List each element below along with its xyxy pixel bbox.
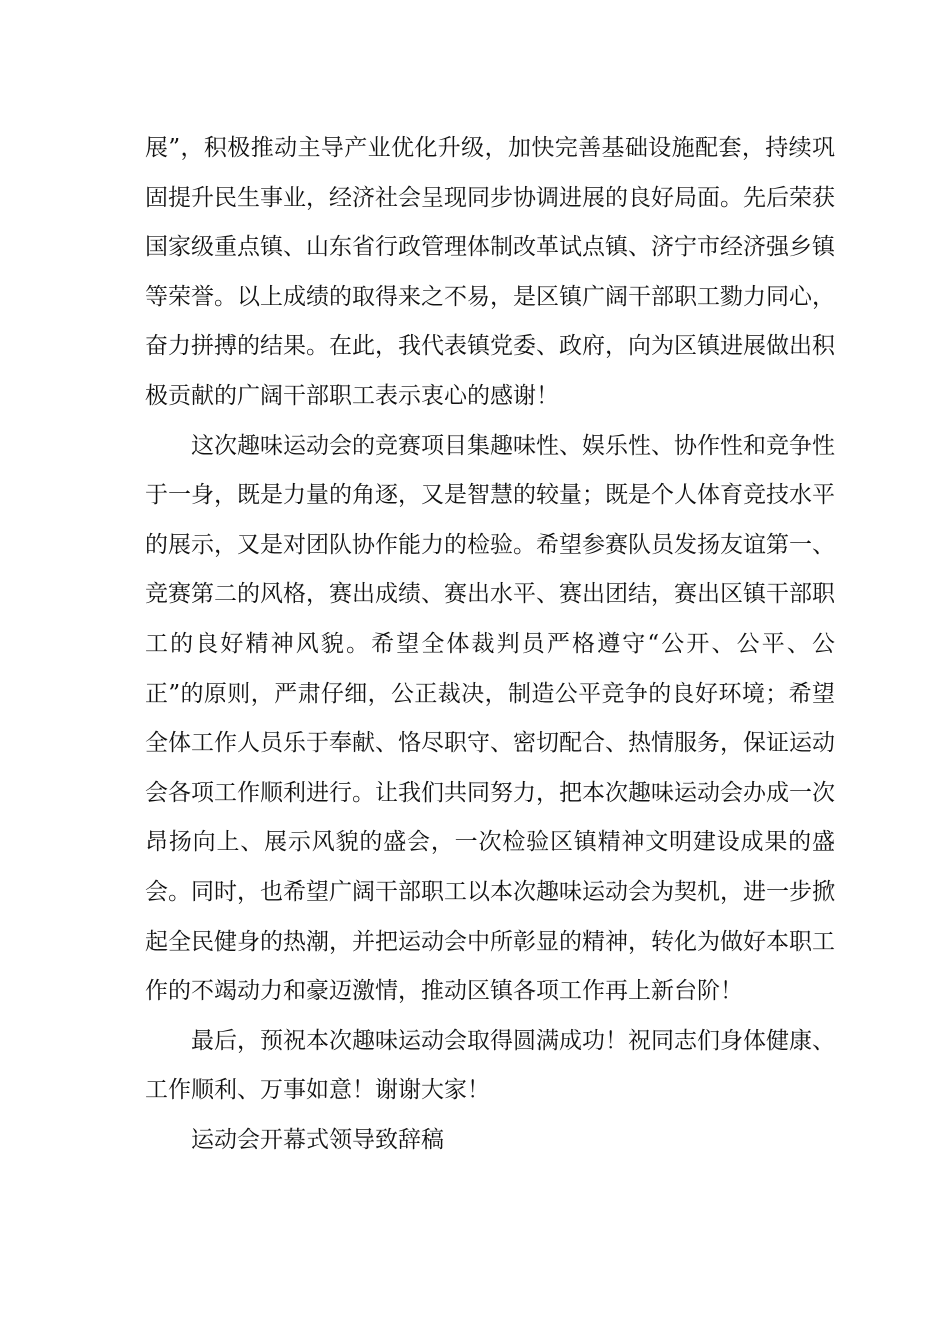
paragraph-event-description: 这次趣味运动会的竞赛项目集趣味性、娱乐性、协作性和竞争性于一身，既是力量的角逐，又是智慧的较量；既是个人体育竞技水平的展示，又是对团队协作能力的检验。希望参赛队员发扬友谊第一、竞赛第二的风格，赛出成绩、赛出水平、赛出团结，赛出区镇干部职工的良好精神风貌。希望全体裁判员严格遵守“公开、公平、公正”的原则，严肃仔细，公正裁决，制造公平竞争的良好环境；希望全体工作人员乐于奉献、恪尽职守、密切配合、热情服务，保证运动会各项工作顺利进行。让我们共同努力，把本次趣味运动会办成一次昂扬向上、展示风貌的盛会，一次检验区镇精神文明建设成果的盛会。同时，也希望广阔干部职工以本次趣味运动会为契机，进一步掀起全民健身的热潮，并把运动会中所彰显的精神，转化为做好本职工作的不竭动力和豪迈激情，推动区镇各项工作再上新台阶！ [145, 432, 835, 1005]
document-body [145, 124, 835, 1165]
paragraph-continuation: 展”，积极推动主导产业优化升级，加快完善基础设施配套，持续巩固提升民生事业，经济社会呈现同步协调进展的良好局面。先后荣获国家级重点镇、山东省行政管理体制改革试点镇、济宁市经济强乡镇等荣誉。以上成绩的取得来之不易，是区镇广阔干部职工勠力同心，奋力拼搏的结果。在此，我代表镇党委、政府，向为区镇进展做出积极贡献的广阔干部职工表示衷心的感谢！ [145, 135, 835, 409]
section-heading: 运动会开幕式领导致辞稿 [191, 1126, 444, 1153]
paragraph-closing: 最后，预祝本次趣味运动会取得圆满成功！祝同志们身体健康、工作顺利、万事如意！谢谢大家！ [145, 1027, 835, 1104]
